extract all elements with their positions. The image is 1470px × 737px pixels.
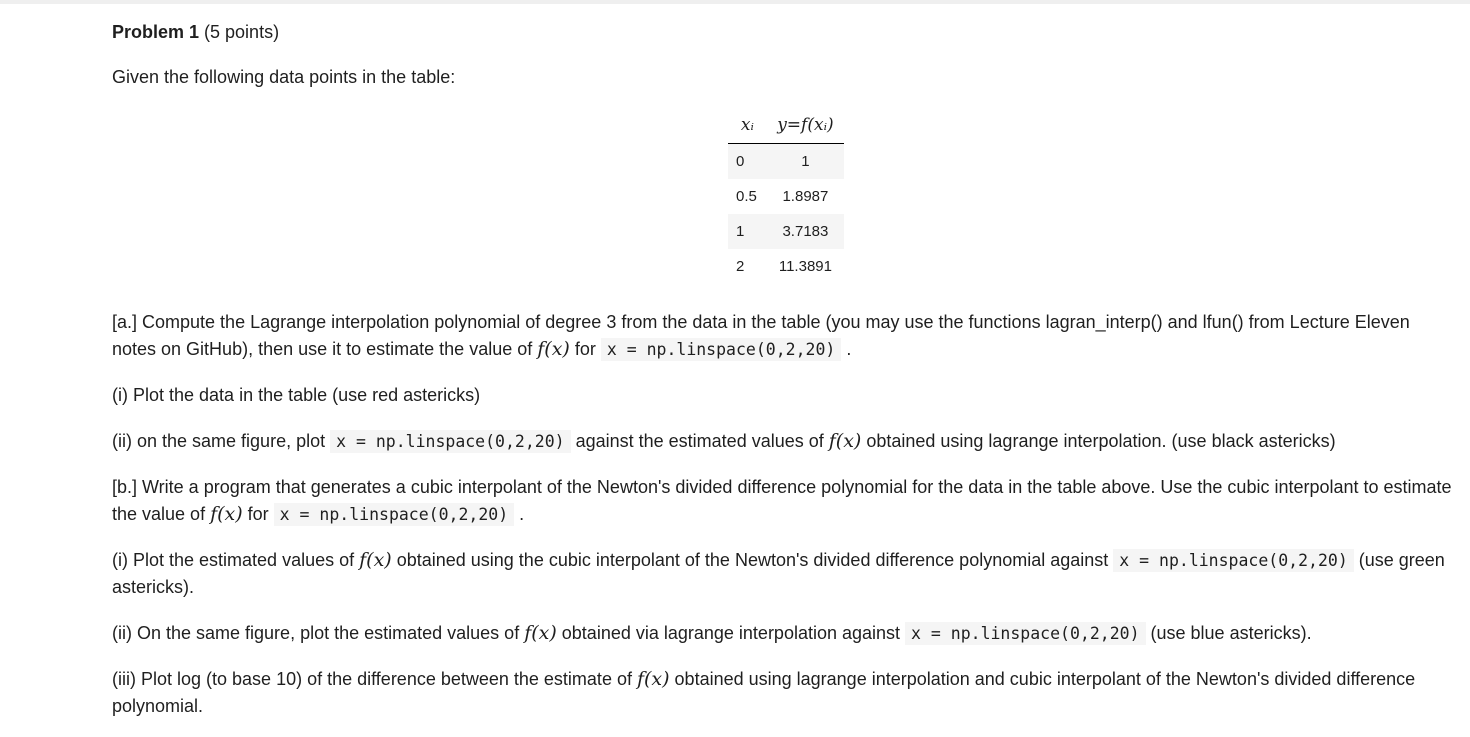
cell-x: 0.5 (736, 188, 757, 205)
header-y: y=f(xᵢ) (767, 107, 844, 144)
part-b-iii-text (112, 666, 1457, 720)
part-a-ii-text2: against the estimated values of (570, 431, 829, 451)
problem-points: (5 points) (199, 22, 280, 42)
code-linspace: x = np.linspace(0,2,20) (905, 622, 1145, 645)
part-b-i-text1: (i) Plot the estimated values of (112, 550, 360, 570)
part-a-text3: . (841, 339, 852, 359)
problem-title (112, 19, 1457, 46)
part-b-ii-text3: (use blue astericks). (1145, 623, 1312, 643)
math-fx: f(x) (524, 622, 557, 644)
part-b-i-text (112, 547, 1457, 601)
table-row (728, 214, 844, 249)
math-fx: f(x) (210, 503, 243, 525)
part-b-i-text2: obtained using the cubic interpolant of the Newton's divided difference polynomial against (391, 550, 1114, 570)
code-linspace: x = np.linspace(0,2,20) (1113, 549, 1353, 572)
part-b-text (112, 474, 1457, 528)
table-row (728, 249, 844, 284)
part-b-ii-text1: (ii) On the same figure, plot the estimated values of (112, 623, 525, 643)
top-divider (0, 0, 1470, 4)
math-fx: f(x) (359, 549, 392, 571)
part-b-text1: [b.] Write a program that generates a cubic interpolant of the Newton's divided difference polynomial for the data in the table above. Use the cubic interpolant to estimate the value of (112, 477, 1452, 524)
part-a-text1: [a.] Compute the Lagrange interpolation polynomial of degree 3 from the data in the table (you may use the functions lagran_interp() and lfun() from Lecture Eleven notes on GitHub), then use it to estimate the value of (112, 312, 1410, 359)
cell-x: 1 (728, 214, 767, 249)
part-b-iii-text1: (iii) Plot log (to base 10) of the difference between the estimate of (112, 669, 637, 689)
cell-y: 11.3891 (778, 258, 832, 275)
part-b-ii-text (112, 620, 1457, 647)
cell-y: 3.7183 (767, 214, 844, 249)
part-a-ii-text1: (ii) on the same figure, plot (112, 431, 331, 451)
problem-content (112, 18, 1457, 720)
part-a-text (112, 309, 1457, 363)
cell-y: 1 (767, 144, 844, 180)
code-linspace: x = np.linspace(0,2,20) (601, 338, 841, 361)
part-b-i-text3: (use green astericks). (112, 550, 1445, 597)
part-a-i-text: (i) Plot the data in the table (use red astericks) (112, 385, 481, 405)
part-b-ii-text2: obtained via lagrange interpolation against (556, 623, 906, 643)
cell-x: 0 (728, 144, 767, 180)
code-linspace: x = np.linspace(0,2,20) (274, 503, 514, 526)
intro-text: Given the following data points in the table: (112, 67, 456, 87)
table-row (728, 144, 844, 180)
part-b-text2: for (242, 504, 274, 524)
math-fx: f(x) (636, 668, 670, 690)
data-table (728, 107, 844, 284)
part-a-text2: for (569, 339, 601, 359)
math-fx: f(x) (537, 338, 570, 360)
header-x: xᵢ (728, 107, 767, 144)
part-b-iii-text2: obtained using lagrange interpolation and cubic interpolant of the Newton's divided difference polynomial. (112, 669, 1416, 716)
cell-y: 1.8987 (782, 188, 829, 205)
problem-title-bold: Problem 1 (112, 22, 200, 42)
part-a-ii-text (112, 428, 1457, 455)
part-a-ii-text3: obtained using lagrange interpolation. (use black astericks) (861, 431, 1336, 451)
table-header-row (728, 107, 844, 144)
part-b-text3: . (514, 504, 525, 524)
cell-x: 2 (736, 258, 745, 275)
table-row (728, 179, 844, 214)
code-linspace: x = np.linspace(0,2,20) (330, 430, 570, 453)
math-fx: f(x) (828, 430, 862, 452)
